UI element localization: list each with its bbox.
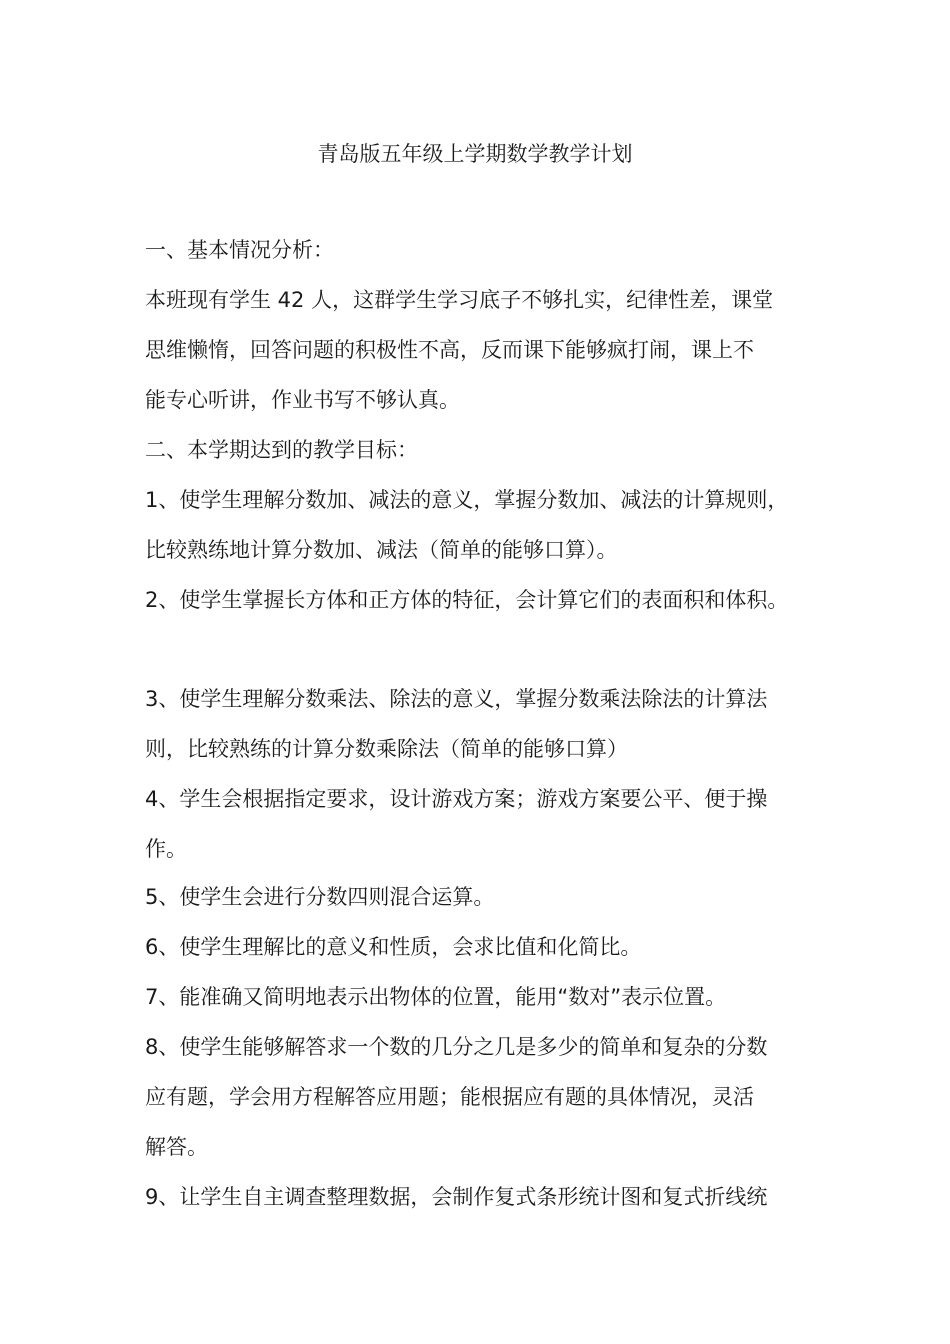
goal-item-7: 7、能准确又简明地表示出物体的位置，能用“数对”表示位置。 bbox=[145, 985, 727, 1009]
section-heading-teaching-goals: 二、本学期达到的教学目标： bbox=[145, 438, 418, 462]
goal-item-3: 3、使学生理解分数乘法、除法的意义，掌握分数乘法除法的计算法 bbox=[145, 687, 768, 711]
goal-item-4-continued: 作。 bbox=[145, 837, 187, 861]
paragraph-line: 思维懒惰，回答问题的积极性不高，反而课下能够疯打闹，课上不 bbox=[145, 338, 754, 362]
document-title: 青岛版五年级上学期数学教学计划 bbox=[317, 142, 633, 166]
goal-item-6: 6、使学生理解比的意义和性质，会求比值和化简比。 bbox=[145, 935, 642, 959]
goal-item-8-continued: 应有题，学会用方程解答应用题；能根据应有题的具体情况，灵活 bbox=[145, 1085, 754, 1109]
goal-item-5: 5、使学生会进行分数四则混合运算。 bbox=[145, 885, 495, 909]
goal-item-8: 8、使学生能够解答求一个数的几分之几是多少的简单和复杂的分数 bbox=[145, 1035, 768, 1059]
section-heading-basic-situation: 一、基本情况分析： bbox=[145, 238, 334, 262]
paragraph-line: 本班现有学生 42 人，这群学生学习底子不够扎实，纪律性差，课堂 bbox=[145, 288, 774, 312]
goal-item-1: 1、使学生理解分数加、减法的意义，掌握分数加、减法的计算规则， bbox=[145, 488, 789, 512]
goal-item-3-continued: 则，比较熟练的计算分数乘除法（简单的能够口算） bbox=[145, 737, 628, 761]
paragraph-line: 能专心听讲，作业书写不够认真。 bbox=[145, 388, 460, 412]
goal-item-1-continued: 比较熟练地计算分数加、减法（简单的能够口算）。 bbox=[145, 538, 618, 562]
goal-item-4: 4、学生会根据指定要求，设计游戏方案；游戏方案要公平、便于操 bbox=[145, 787, 768, 811]
goal-item-9: 9、让学生自主调查整理数据，会制作复式条形统计图和复式折线统 bbox=[145, 1185, 768, 1209]
goal-item-2: 2、使学生掌握长方体和正方体的特征，会计算它们的表面积和体积。 bbox=[145, 588, 789, 612]
goal-item-8-end: 解答。 bbox=[145, 1135, 208, 1159]
